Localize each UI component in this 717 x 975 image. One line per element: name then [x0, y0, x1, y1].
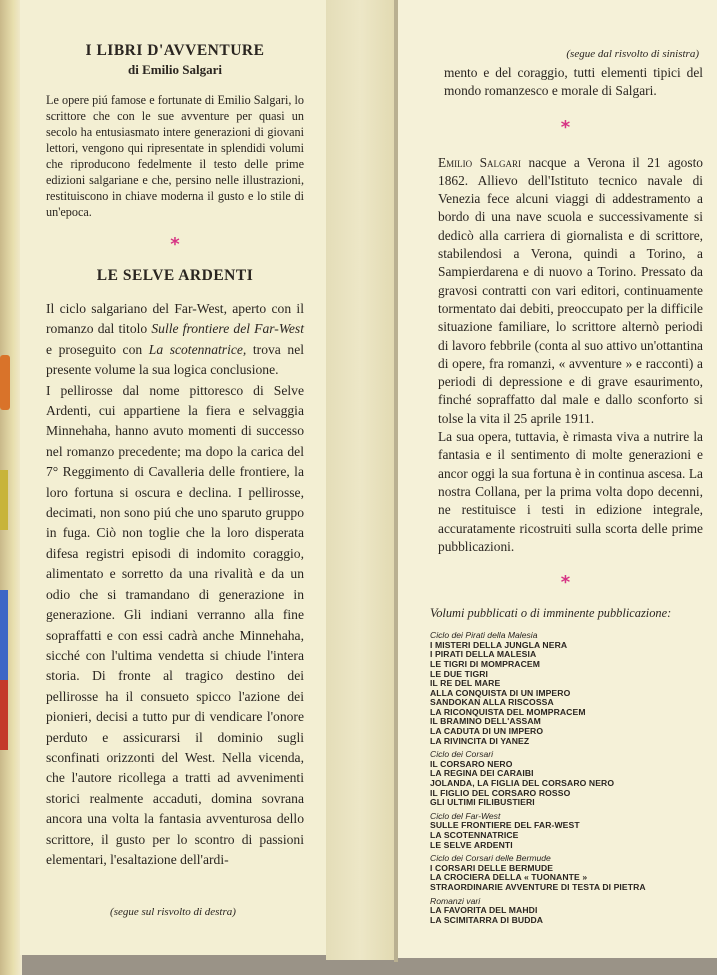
volume-title: I MISTERI DELLA JUNGLA NERA	[430, 639, 568, 650]
author-biography	[428, 154, 703, 557]
star-divider-icon: *	[170, 234, 180, 255]
volume-title: LA RICONQUISTA DEL MOMPRACEM	[430, 706, 586, 717]
volumes-list	[428, 631, 703, 925]
volume-title: IL RE DEL MARE	[430, 678, 501, 689]
collection-subtitle: di Emilio Salgari	[128, 62, 222, 77]
volume-title: IL FIGLIO DEL CORSARO ROSSO	[430, 787, 571, 798]
volume-title: JOLANDA, LA FIGLIA DEL CORSARO NERO	[430, 778, 615, 789]
cycle-name: Ciclo del Far-West	[430, 810, 501, 821]
edge-color-mark	[0, 680, 8, 750]
volume-title: LA SCOTENNATRICE	[430, 830, 519, 840]
edge-color-mark	[0, 590, 8, 680]
edge-color-mark	[0, 355, 10, 410]
volume-title: LA SCIMITARRA DI BUDDA	[430, 914, 544, 925]
synopsis-paragraph-2: I pellirosse dal nome pittoresco di Selve Ardenti, cui appartiene la fiera e selvaggia Minnehaha, hanno avuto momenti di successo nel romanzo precedente; ma dopo la carica del 7° Reggimento di Cavalleria delle frontiere, la loro fortuna si oscura e declina. I pellirosse, decimati, non sono piú che uno sparuto gruppo in fuga. Ciò non toglie che la loro disperata difesa registri episodi di indomito coraggio, alimentato e sorretto da una rivalità e da un odio che si tramandano di generazione in generazione. Gli indiani verranno alla fine sopraffatti e con essi cadrà anche Minnehaha, sicché con l'ultima vendetta si chiude l'intera storia. Di fronte al tragico destino dei pellirosse ha il consueto spicco l'azione dei pionieri, decisi a tutto pur di vendicare l'onore perduto e assicurarsi il dominio sugli sconfinati orizzonti del West. Nella vicenda, che l'autore ricollega a tratti ad avvenimenti storici realmente accaduti, domina sovrana ancora una volta la fantasia avventurosa dello scrittore, il gusto per lo scontro di passioni elementari, l'esaltazione dell'ardi-	[46, 382, 304, 867]
synopsis	[46, 299, 304, 870]
legacy-paragraph: La sua opera, tuttavia, è rimasta viva a nutrire la fantasia e il sentimento di molte generazioni e ancor oggi la sua fortuna è in continua ascesa. La nostra Collana, per la prima volta dopo decenni, ne restituisce i testi in edizione integrale, accuratamente ricostruiti sulla scorta delle prime pubblicazioni.	[438, 429, 703, 554]
cover-fold	[326, 0, 394, 960]
volume-title: ALLA CONQUISTA DI UN IMPERO	[430, 687, 571, 698]
bio-paragraph: Emilio Salgari nacque a Verona il 21 agosto 1862. Allievo dell'Istituto tecnico navale di Venezia fece alcuni viaggi di addestramento a bordo di una nave scuola e successivamente si dedicò alla carriera di giornalista e di scrittore, stabilendosi a Verona, quindi a Torino, a Sampierdarena e di nuovo a Torino. Pressato da gravosi contratti con vari editori, continuamente tormentato dai debiti, preoccupato per la difficile situazione familiare, lo scrittore alternò periodi di lavoro febbrile (conta al suo attivo un'ottantina di opere, fra romanzi, « avventure » e racconti) a periodi di depressione e di grave esaurimento, finché sopraffatto dal male e dallo sconforto si tolse la vita il 25 aprile 1911.	[438, 154, 704, 426]
author-name: Emilio Salgari	[438, 154, 522, 170]
volume-title: SANDOKAN ALLA RISCOSSA	[430, 697, 554, 708]
book-title: LE SELVE ARDENTI	[96, 267, 254, 284]
star-divider-icon: *	[560, 116, 571, 138]
volume-title: LA REGINA DEI CARAIBI	[430, 768, 534, 779]
continued-note: (segue sul risvolto di destra)	[110, 906, 236, 918]
left-flap	[20, 0, 326, 955]
star-divider-icon: *	[560, 572, 571, 594]
volume-title: STRAORDINARIE AVVENTURE DI TESTA DI PIETRA	[430, 881, 646, 892]
ref-title-2: La scotennatrice,	[148, 341, 247, 357]
volume-title: LA CADUTA DI UN IMPERO	[430, 726, 544, 737]
edge-color-mark	[0, 470, 8, 530]
synopsis-paragraph-1: Il ciclo salgariano del Far-West, aperto con il romanzo dal titolo Sulle frontiere del Far-West e proseguito con La scotennatrice, trova nel presente volume la sua logica conclusione.	[46, 301, 305, 378]
volume-title: LA FAVORITA DEL MAHDI	[430, 905, 538, 916]
cycle-name: Ciclo dei Corsari delle Bermude	[430, 853, 551, 864]
volume-title: LA CROCIERA DELLA « TUONANTE »	[430, 872, 588, 883]
volume-title: I PIRATI DELLA MALESIA	[430, 649, 537, 660]
synopsis-continuation: mento e del coraggio, tutti elementi tipici del mondo romanzesco e morale di Salgari.	[444, 65, 703, 99]
book-edge-strip	[0, 0, 22, 975]
volume-title: IL BRAMINO DELL'ASSAM	[430, 716, 541, 727]
volume-title: GLI ULTIMI FILIBUSTIERI	[430, 797, 535, 808]
cycle-name: Ciclo dei Corsari	[430, 749, 494, 760]
volumes-heading: Volumi pubblicati o di imminente pubblicazione:	[430, 606, 672, 621]
volume-title: LE TIGRI DI MOMPRACEM	[430, 658, 540, 669]
volume-title: LA RIVINCITA DI YANEZ	[430, 735, 530, 746]
volume-title: LE DUE TIGRI	[430, 668, 489, 679]
right-flap	[398, 0, 717, 958]
intro-paragraph: Le opere piú famose e fortunate di Emilio Salgari, lo scrittore che con le sue avventure per quasi un secolo ha entusiasmato intere generazioni di giovani lettori, vengono qui ripresentate in splendidi volumi che riproducono fedelmente il testo delle prime edizioni salgariane e che, persino nelle illustrazioni, restituiscono in chiave moderna il gusto e lo stile di un'epoca.	[46, 93, 304, 219]
cycle-name: Romanzi vari	[430, 895, 481, 906]
volume-title: LE SELVE ARDENTI	[430, 839, 513, 850]
collection-title: I LIBRI D'AVVENTURE	[85, 42, 265, 59]
ref-title-1: Sulle frontiere del Far-West	[151, 321, 304, 337]
volume-title: I CORSARI DELLE BERMUDE	[430, 862, 554, 873]
volume-title: SULLE FRONTIERE DEL FAR-WEST	[430, 820, 580, 831]
cycle-name: Ciclo dei Pirati della Malesia	[430, 630, 538, 641]
volume-title: IL CORSARO NERO	[430, 758, 513, 769]
continued-from-note: (segue dal risvolto di sinistra)	[566, 48, 699, 60]
